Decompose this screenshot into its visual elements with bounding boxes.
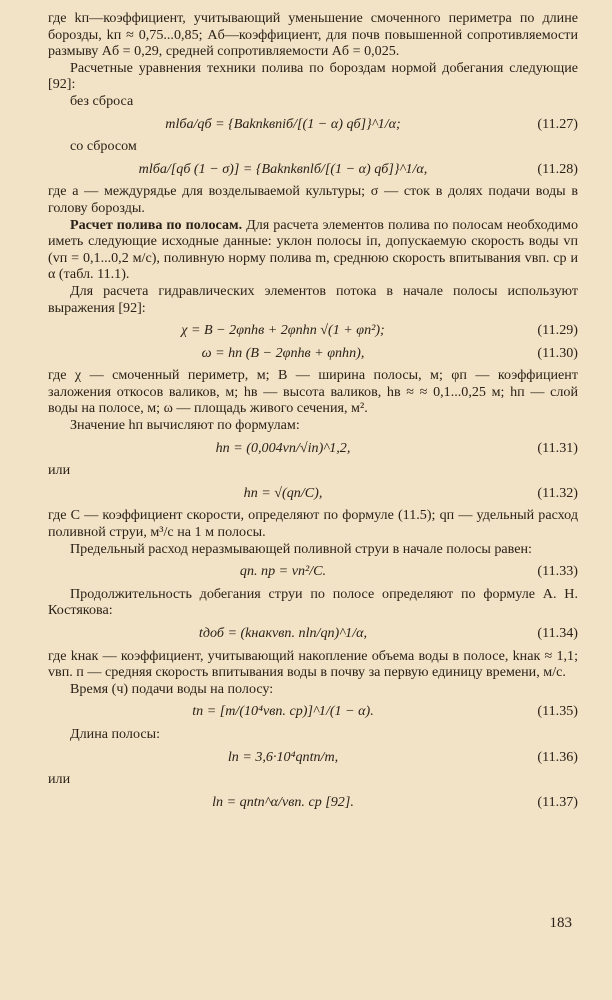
equation-11-37 — [48, 794, 578, 811]
paragraph-coefficients: где kп—коэффициент, учитывающий уменьшение смоченного периметра по длине борозды, kп ≈ 0,75...0,85; Aб—коэффициент, для почв повышенной сопротивляемости размыву Aб = 0,29, средней сопротивляемости Aб = 0,025. — [48, 10, 578, 60]
equation-11-34-body: tдоб = (kнакvвп. пlп/qп)^1/α, — [198, 625, 368, 641]
equation-11-36-number: (11.36) — [537, 748, 578, 765]
paragraph-accumulation-coefficient: где kнак — коэффициент, учитывающий накопление объема воды в полосе, kнак ≈ 1,1; vвп. п — средняя скорость впитывания воды в почву за первую единицу времени, м/с. — [48, 647, 578, 681]
equation-11-28-body: mlбa/[qб (1 − σ)] = {Bаkпkвпlб/[(1 − α) qб]}^1/α, — [138, 160, 428, 177]
word-or-2: или — [48, 771, 71, 788]
equation-11-27-number: (11.27) — [537, 115, 578, 132]
equation-11-28 — [48, 161, 578, 178]
paragraph-strip-irrigation — [48, 217, 578, 283]
equation-11-31 — [48, 440, 578, 457]
equation-11-36-body: lп = 3,6·10⁴qпtп/m, — [227, 748, 339, 765]
equation-11-31-body: hп = (0,004vп/√iп)^1,2, — [215, 439, 351, 456]
equation-11-29-body: χ = B − 2φпhв + 2φпhп √(1 + φп²); — [181, 322, 385, 339]
paragraph-perimeter-definitions: где χ — смоченный периметр, м; B — ширина полосы, м; φп — коэффициент заложения откосов валиков, м; hв — высота валиков, hв ≈ ≈ 0,1...0,25 м; hп — слой воды на полосе, м; ω — площадь живого сечения, м². — [48, 367, 578, 417]
equation-11-33 — [48, 563, 578, 580]
equation-11-27 — [48, 116, 578, 133]
paragraph-limit-discharge: Предельный расход неразмывающей поливной струи в начале полосы равен: — [70, 540, 532, 557]
equation-11-28-number: (11.28) — [537, 160, 578, 177]
equation-11-35-number: (11.35) — [537, 703, 578, 720]
equation-11-32-number: (11.32) — [537, 484, 578, 501]
heading-strip-irrigation: Расчет полива по полосам. — [70, 216, 243, 233]
paragraph-row-spacing: где a — междурядье для возделываемой культуры; σ — сток в долях подачи воды в голову борозды. — [48, 183, 578, 216]
equation-11-36 — [48, 749, 578, 766]
paragraph-strip-length: Длина полосы: — [70, 725, 160, 742]
equation-11-32 — [48, 485, 578, 502]
paragraph-advance-duration: Продолжительность добегания струи по полосе определяют по формуле А. Н. Костякова: — [48, 585, 578, 619]
word-or-1: или — [48, 462, 71, 479]
equation-11-27-body: mlбa/qб = {Bаkпkвпiб/[(1 − α) qб]}^1/α; — [165, 115, 401, 132]
paragraph-furrow-equations: Расчетные уравнения техники полива по бороздам нормой добегания следующие [92]: — [48, 59, 578, 93]
paragraph-depth-formulas: Значение hп вычисляют по формулам: — [70, 417, 300, 434]
equation-11-30 — [48, 345, 578, 362]
equation-11-34-number: (11.34) — [537, 625, 578, 641]
equation-11-33-number: (11.33) — [537, 563, 578, 580]
paragraph-strip-irrigation-text: Для расчета элементов полива по полосам необходимо иметь следующие исходные данные: уклон полосы iп, допускаемую скорость воды vп (vп = 0,1...0,2 м/с), поливную норму полива m, среднюю скорость впитывания vвп. ср и α (табл. 11.1). — [48, 216, 578, 283]
equation-11-30-body: ω = hп (B − 2φпhв + φпhп), — [201, 344, 365, 361]
equation-11-34 — [48, 625, 578, 642]
equation-11-31-number: (11.31) — [537, 439, 578, 456]
equation-11-29-number: (11.29) — [537, 322, 578, 339]
paragraph-velocity-coefficient: где C — коэффициент скорости, определяют по формуле (11.5); qп — удельный расход поливной струи, м³/с на 1 м полосы. — [48, 507, 578, 541]
equation-11-35 — [48, 703, 578, 720]
page-number: 183 — [549, 915, 572, 931]
label-no-discharge: без сброса — [70, 92, 134, 109]
paragraph-hydraulic-elements: Для расчета гидравлических элементов потока в начале полосы используют выражения [92]: — [48, 282, 578, 316]
equation-11-30-number: (11.30) — [537, 344, 578, 361]
label-with-discharge: со сбросом — [70, 138, 137, 155]
equation-11-37-number: (11.37) — [537, 793, 578, 810]
equation-11-37-body: lп = qпtп^α/vвп. ср [92]. — [212, 793, 354, 810]
equation-11-35-body: tп = [m/(10⁴vвп. ср)]^1/(1 − α). — [192, 703, 374, 720]
paragraph-supply-time: Время (ч) подачи воды на полосу: — [70, 680, 274, 697]
equation-11-33-body: qп. пр = vп²/C. — [239, 563, 327, 580]
equation-11-29 — [48, 322, 578, 339]
equation-11-32-body: hп = √(qп/C), — [243, 484, 323, 501]
